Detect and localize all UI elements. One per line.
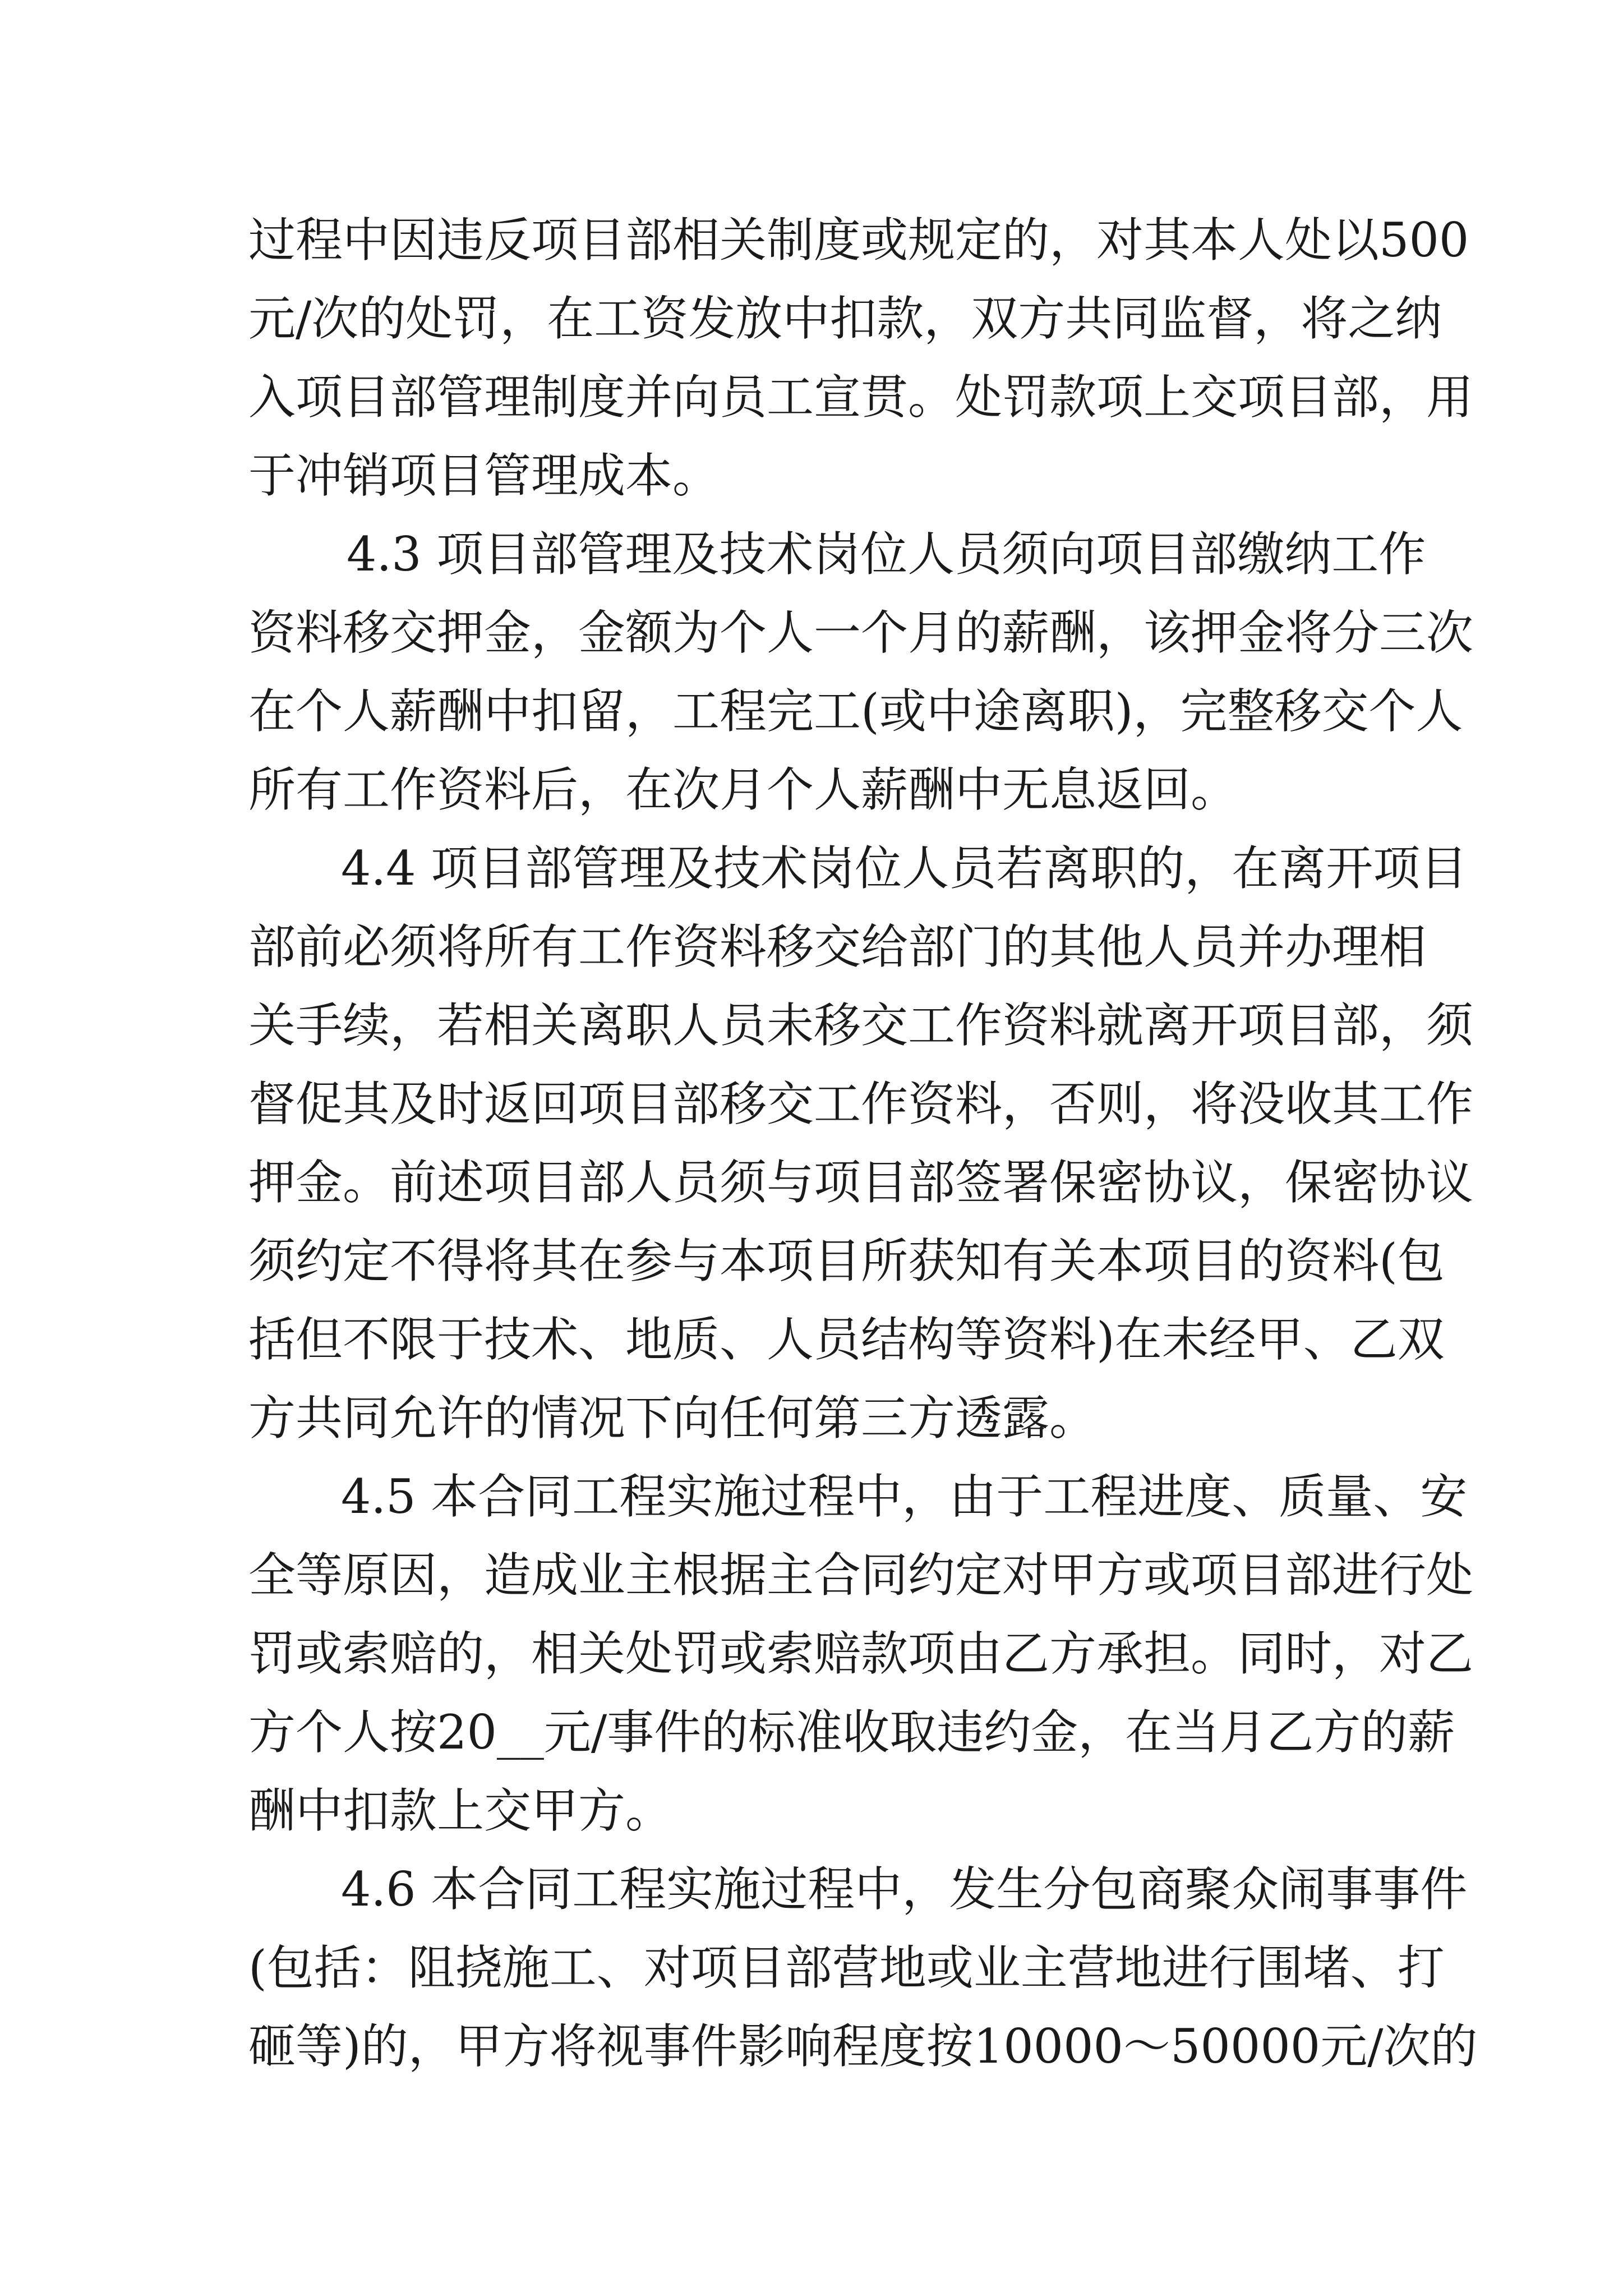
- paragraph-4-2-continuation: [248, 201, 1474, 515]
- text-line: 4.4 项目部管理及技术岗位人员若离职的，在离开项目: [341, 841, 1468, 896]
- text-line: 须约定不得将其在参与本项目所获知有关本项目的资料(包: [248, 1234, 1445, 1289]
- paragraph-4-5: [248, 1457, 1474, 1850]
- text-line: 4.6 本合同工程实施过程中，发生分包商聚众闹事事件: [341, 1862, 1468, 1917]
- text-line: 所有工作资料后，在次月个人薪酬中无息返回。: [248, 762, 1238, 817]
- text-line: (包括：阻挠施工、对项目部营地或业主营地进行围堵、打: [248, 1940, 1445, 1995]
- text-line: 督促其及时返回项目部移交工作资料，否则，将没收其工作: [248, 1076, 1474, 1131]
- text-line: 方共同允许的情况下向任何第三方透露。: [248, 1391, 1097, 1446]
- text-line: 罚或索赔的，相关处罚或索赔款项由乙方承担。同时，对乙: [248, 1626, 1474, 1681]
- paragraph-4-3: [248, 515, 1474, 829]
- text-line: 元/次的处罚，在工资发放中扣款，双方共同监督，将之纳: [248, 291, 1442, 346]
- text-line: 部前必须将所有工作资料移交给部门的其他人员并办理相: [248, 919, 1427, 974]
- text-line: 括但不限于技术、地质、人员结构等资料)在未经甲、乙双: [248, 1312, 1445, 1367]
- paragraph-4-4: [248, 829, 1474, 1457]
- text-line: 砸等)的，甲方将视事件影响程度按10000～50000元/次的: [248, 2019, 1478, 2074]
- text-line: 资料移交押金，金额为个人一个月的薪酬，该押金将分三次: [248, 605, 1474, 660]
- text-line: 4.5 本合同工程实施过程中，由于工程进度、质量、安: [341, 1469, 1468, 1524]
- text-line: 方个人按20__元/事件的标准收取违约金，在当月乙方的薪: [248, 1705, 1455, 1760]
- text-line: 于冲销项目管理成本。: [248, 448, 720, 503]
- text-line: 入项目部管理制度并向员工宣贯。处罚款项上交项目部，用: [248, 370, 1474, 425]
- paragraph-4-6: [248, 1850, 1478, 2086]
- text-line: 4.3 项目部管理及技术岗位人员须向项目部缴纳工作: [347, 527, 1426, 582]
- text-line: 在个人薪酬中扣留，工程完工(或中途离职)，完整移交个人: [248, 684, 1463, 739]
- text-line: 过程中因违反项目部相关制度或规定的，对其本人处以500: [248, 213, 1469, 268]
- text-line: 关手续，若相关离职人员未移交工作资料就离开项目部，须: [248, 998, 1474, 1053]
- text-line: 全等原因，造成业主根据主合同约定对甲方或项目部进行处: [248, 1548, 1474, 1603]
- text-line: 酬中扣款上交甲方。: [248, 1783, 673, 1838]
- document-body: [248, 201, 1478, 2086]
- text-line: 押金。前述项目部人员须与项目部签署保密协议，保密协议: [248, 1155, 1474, 1210]
